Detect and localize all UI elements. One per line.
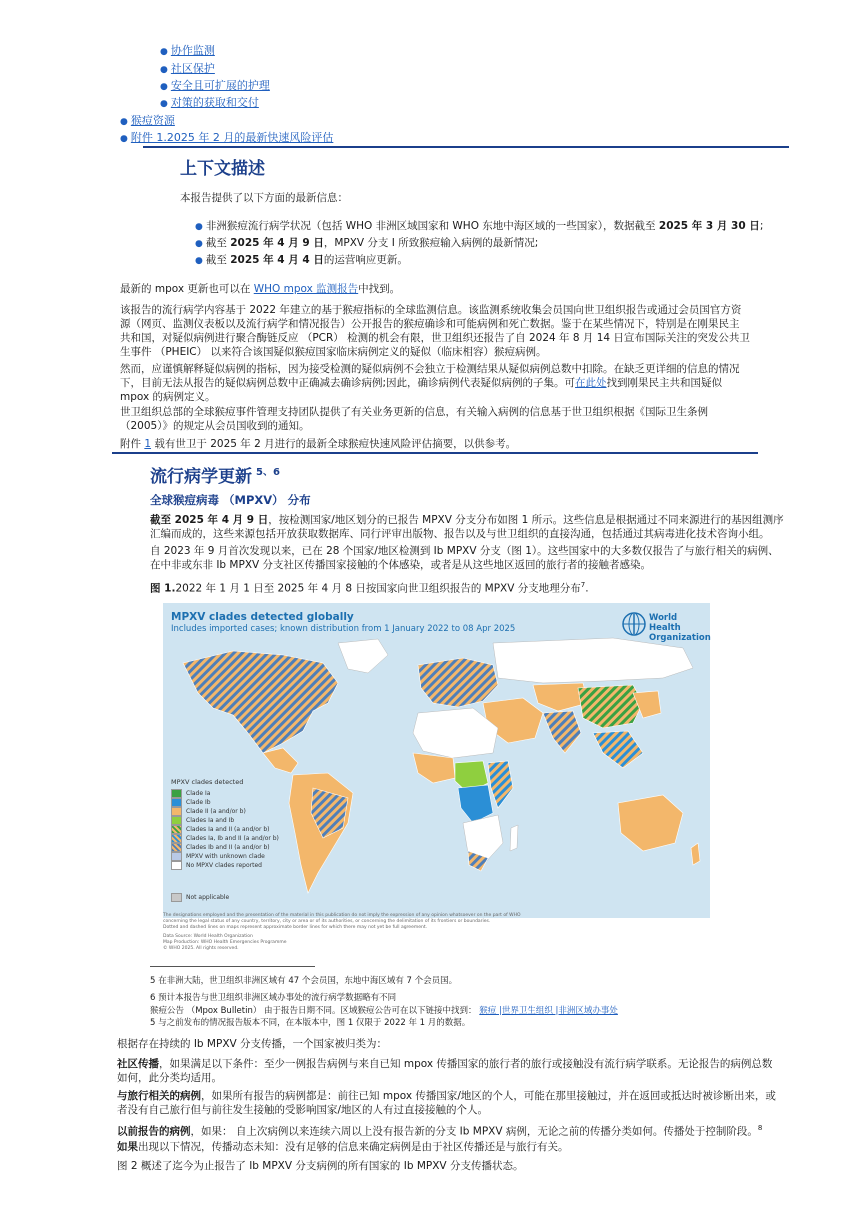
text-line bbox=[117, 1057, 772, 1071]
legend-label: Clade II (a and/or b) bbox=[186, 808, 246, 815]
text-line: 生事件 （PHEIC） 以来符合该国疑似猴痘国家临床病例定义的疑似（临床相容）猴痘病例。 bbox=[120, 346, 547, 358]
text-line: 如何，此分类均适用。 bbox=[117, 1072, 222, 1084]
text: 猴痘公告 （Mpox Bulletin） 由于报告日期不同。区域猴痘公告可在以下链接中找到： bbox=[150, 1006, 477, 1016]
classification-unknown bbox=[117, 1140, 569, 1154]
text: 最新的 mpox 更新也可以在 bbox=[120, 283, 254, 295]
org-name-line: World Health bbox=[649, 613, 681, 633]
who-mpox-report-link[interactable]: WHO mpox 监测报告 bbox=[253, 283, 359, 295]
classification-community bbox=[117, 1057, 772, 1085]
bullet-icon: ● bbox=[195, 256, 203, 266]
bullet-icon: ● bbox=[120, 134, 128, 144]
latest-updates-text bbox=[120, 282, 400, 296]
text-line bbox=[117, 1089, 776, 1103]
paragraph-1 bbox=[120, 303, 750, 359]
epi-paragraph-1 bbox=[150, 513, 784, 541]
epi-subheading: 全球猴痘病毒 （MPXV） 分布 bbox=[150, 493, 311, 507]
footnote-divider bbox=[150, 966, 315, 967]
org-name-line: Organization bbox=[649, 633, 711, 643]
legend-row bbox=[171, 834, 331, 843]
epi-paragraph-2 bbox=[150, 544, 779, 572]
text-line: 该报告的流行病学内容基于 2022 年建立的基于猴痘指标的全球监测信息。该监测系统收集会员国向世卫组织报告或通过会员国官方资 bbox=[120, 304, 742, 316]
term: 如果 bbox=[117, 1141, 138, 1153]
legend-swatch bbox=[171, 798, 182, 807]
text-line: （2005）》的规定从会员国收到的通知。 bbox=[120, 420, 310, 432]
classification-travel bbox=[117, 1089, 776, 1117]
bullet-icon: ● bbox=[160, 47, 168, 57]
legend-label: Clades Ia and II (a and/or b) bbox=[186, 826, 270, 833]
text: 下，目前无法从报告的疑似病例总数中正确减去确诊病例;因此，确诊病例代表疑似病例的子集。可 bbox=[120, 377, 576, 389]
legend-row bbox=[171, 843, 331, 852]
context-bullet bbox=[195, 236, 538, 251]
heading-text: 流行病学更新 bbox=[150, 467, 252, 487]
bullet-text: 截至 bbox=[205, 254, 231, 266]
bullet-icon: ● bbox=[120, 117, 128, 127]
text: 出现以下情况，传播动态未知：没有足够的信息来确定病例是由于社区传播还是与旅行有关。 bbox=[138, 1141, 569, 1153]
madagascar bbox=[510, 825, 518, 851]
context-bullet bbox=[195, 253, 408, 268]
annex-text bbox=[120, 437, 516, 451]
context-intro: 本报告提供了以下方面的最新信息： bbox=[180, 192, 348, 204]
text: ，按检测国家/地区划分的已报告 MPXV 分支分布如图 1 所示。这些信息是根据通过不同来源进行的基因组测序 bbox=[268, 514, 784, 526]
footnote-ref: 8 bbox=[757, 1124, 763, 1132]
toc-link-annex-1[interactable]: 附件 1.2025 年 2 月的最新快速风险评估 bbox=[130, 131, 334, 144]
text-line: 汇编而成的，这些来源包括开放获取数据库、同行评审出版物、报告以及与世卫组织的直接沟通，包括通过其病毒进化技术咨询小组。 bbox=[150, 528, 770, 540]
legend-swatch bbox=[171, 834, 182, 843]
legend-title: MPXV clades detected bbox=[171, 778, 244, 786]
legend-label: MPXV with unknown clade bbox=[186, 853, 265, 860]
text-line: 世卫组织总部的全球猴痘事件管理支持团队提供了有关业务更新的信息，有关输入病例的信息基于世卫组织根据《国际卫生条例 bbox=[120, 406, 708, 418]
legend-swatch bbox=[171, 807, 182, 816]
caption-end: . bbox=[585, 582, 589, 595]
disclaimer-line: concerning the legal status of any country, territory, city or area or of its authorities, or concerning the delimitation of its frontiers or boundaries. bbox=[163, 919, 491, 924]
section-divider bbox=[112, 452, 758, 454]
term: 社区传播 bbox=[117, 1058, 159, 1070]
legend-swatch bbox=[171, 789, 182, 798]
caption-text: 2022 年 1 月 1 日至 2025 年 4 月 8 日按国家向世卫组织报告的 MPXV 分支地理分布 bbox=[175, 582, 581, 595]
paragraph-2 bbox=[120, 362, 740, 404]
term: 以前报告的病例 bbox=[117, 1125, 191, 1138]
text-line: 者没有自己旅行但与前往发生接触的受影响国家/地区的人有过直接接触的个人。 bbox=[117, 1104, 489, 1116]
legend-row bbox=[171, 816, 331, 825]
toc-item[interactable] bbox=[120, 114, 175, 129]
toc-link-mpox-resources[interactable]: 猴痘资源 bbox=[130, 114, 175, 127]
toc-sub-item[interactable] bbox=[160, 62, 215, 77]
classification-intro: 根据存在持续的 Ib MPXV 分支传播，一个国家被归类为： bbox=[117, 1038, 388, 1050]
paragraph-3 bbox=[120, 405, 708, 433]
footnote-6: 6 预计本报告与世卫组织非洲区域办事处的流行病学数据略有不同 bbox=[150, 993, 397, 1003]
bullet-text-end: ; bbox=[759, 220, 764, 232]
toc-sub-item[interactable] bbox=[160, 44, 215, 59]
legend-swatch bbox=[171, 852, 182, 861]
bullet-icon: ● bbox=[195, 222, 203, 232]
who-logo-text bbox=[649, 613, 711, 643]
text-line: 然而，应谨慎解释疑似病例的指标，因为接受检测的疑似病例不会独立于检测结果从疑似病例总数中扣除。在缺乏更详细的信息的情况 bbox=[120, 363, 740, 375]
bullet-icon: ● bbox=[160, 65, 168, 75]
text: ，如果： 自上次病例以来连续六周以上没有报告新的分支 Ib MPXV 病例，无论之前的传播分类如何。传播处于控制阶段。 bbox=[190, 1125, 758, 1138]
legend-row bbox=[171, 852, 331, 861]
footnote-5: 5 在非洲大陆，世卫组织非洲区域有 47 个会员国，东地中海区域有 7 个会员国。 bbox=[150, 976, 458, 986]
heading-footnote-ref: 5、6 bbox=[256, 467, 280, 479]
context-bullet bbox=[195, 219, 763, 234]
bullet-text-end: ，MPXV 分支 I 所致猴痘输入病例的最新情况; bbox=[323, 237, 539, 249]
toc-sub-item[interactable] bbox=[160, 96, 259, 111]
world-map-graphic bbox=[163, 603, 710, 918]
legend-row bbox=[171, 861, 331, 870]
toc-link-community-protection[interactable]: 社区保护 bbox=[170, 62, 215, 75]
bullet-icon: ● bbox=[160, 82, 168, 92]
text-line: 共和国，对疑似病例进行聚合酶链反应 （PCR） 检测的机会有限，世卫组织还报告了自 2024 年 8 月 14 日宣布国际关注的突发公共卫 bbox=[120, 332, 750, 344]
annex-1-link[interactable]: 1 bbox=[144, 438, 152, 450]
source-line: Map Production: WHO Health Emergencies Programme bbox=[163, 940, 287, 945]
text-line: 自 2023 年 9 月首次发现以来，已在 28 个国家/地区检测到 Ib MPXV 分支（图 1）。这些国家中的大多数仅报告了与旅行相关的病例、 bbox=[150, 545, 779, 557]
legend-row bbox=[171, 789, 331, 798]
legend-label: Clades Ib and II (a and/or b) bbox=[186, 844, 270, 851]
legend-swatch bbox=[171, 843, 182, 852]
bullet-date: 2025 年 4 月 9 日 bbox=[230, 237, 324, 249]
legend-label: Clades Ia, Ib and II (a and/or b) bbox=[186, 835, 279, 842]
disclaimer-line: The designations employed and the presentation of the material in this publication do not imply the expression of any opinion whatsoever on the part of WHO bbox=[163, 913, 521, 918]
afro-bulletin-link[interactable]: 猴痘 |世界卫生组织 |非洲区域办事处 bbox=[479, 1006, 618, 1016]
legend-label: Clade Ia bbox=[186, 790, 211, 797]
bullet-icon: ● bbox=[195, 239, 203, 249]
legend-row bbox=[171, 825, 331, 834]
toc-sub-item[interactable] bbox=[160, 79, 270, 94]
figure-1-caption bbox=[150, 578, 589, 596]
context-heading: 上下文描述 bbox=[180, 159, 265, 179]
figure-2-intro: 图 2 概述了迄今为止报告了 Ib MPXV 分支病例的所有国家的 Ib MPXV 分支传播状态。 bbox=[117, 1160, 524, 1172]
who-emblem-icon bbox=[622, 612, 646, 636]
bold-date: 截至 2025 年 4 月 9 日 bbox=[150, 514, 269, 526]
footnote-7: 5 与之前发布的情况报告版本不同，在本版本中，图 1 仅限于 2022 年 1 月的数据。 bbox=[150, 1018, 471, 1028]
text: ，如果所有报告的病例都是：前往已知 mpox 传播国家/地区的个人，可能在那里接触过，并在返回或抵达时被诊断出来，或 bbox=[201, 1090, 776, 1102]
section-divider bbox=[143, 146, 789, 148]
map-legend bbox=[171, 778, 331, 870]
figure-label: 图 1. bbox=[150, 582, 176, 595]
mpxv-clade-map bbox=[163, 603, 710, 918]
source-line: © WHO 2025. All rights reserved. bbox=[163, 946, 239, 951]
text: 载有世卫于 2025 年 2 月进行的最新全球猴痘快速风险评估摘要，以供参考。 bbox=[151, 438, 517, 450]
legend-swatch bbox=[171, 893, 182, 902]
legend-rows bbox=[171, 789, 331, 870]
text-line: 在中非或东非 Ib MPXV 分支社区传播国家接触的个体感染，或者是从这些地区返回的旅行者的接触者感染。 bbox=[150, 559, 652, 571]
map-title: MPXV clades detected globally bbox=[171, 611, 354, 623]
map-subtitle: Includes imported cases; known distribution from 1 January 2022 to 08 Apr 2025 bbox=[171, 624, 516, 634]
legend-label: Not applicable bbox=[186, 894, 230, 901]
toc-item[interactable] bbox=[120, 131, 333, 146]
legend-swatch bbox=[171, 861, 182, 870]
source-line: Data Source: World Health Organization bbox=[163, 934, 253, 939]
toc-link-collaborative-surveillance[interactable]: 协作监测 bbox=[170, 44, 215, 57]
disclaimer-line: Dotted and dashed lines on maps represent approximate border lines for which there may not yet be full agreement. bbox=[163, 925, 428, 930]
classification-previous bbox=[117, 1121, 762, 1139]
text-line: 源（网页、监测仪表板以及流行病学和情况报告）公开报告的猴痘确诊和可能病例和死亡数据。鉴于在某些情况下，特别是在刚果民主 bbox=[120, 318, 740, 330]
toc-link-safe-scalable-care[interactable]: 安全且可扩展的护理 bbox=[170, 79, 270, 92]
legend-label: Clade Ib bbox=[186, 799, 211, 806]
bullet-date: 2025 年 4 月 4 日 bbox=[230, 254, 324, 266]
legend-swatch bbox=[171, 816, 182, 825]
case-definition-link[interactable]: 在此处 bbox=[575, 377, 607, 389]
text-line bbox=[120, 376, 740, 390]
text: 找到刚果民主共和国疑似 bbox=[606, 377, 723, 389]
legend-label: No MPXV clades reported bbox=[186, 862, 262, 869]
toc-link-countermeasures[interactable]: 对策的获取和交付 bbox=[170, 96, 259, 109]
footnote-6-cont bbox=[150, 1006, 618, 1017]
legend-label: Clades Ia and Ib bbox=[186, 817, 235, 824]
text-line bbox=[150, 513, 784, 527]
text: ，如果满足以下条件：至少一例报告病例与来自已知 mpox 传播国家的旅行者的旅行或接触没有流行病学联系。无论报告的病例总数 bbox=[159, 1058, 773, 1070]
map-disclaimer bbox=[163, 913, 710, 952]
footnote-ref: 7 bbox=[580, 581, 586, 589]
legend-row bbox=[171, 807, 331, 816]
legend-not-applicable bbox=[171, 893, 229, 902]
epi-heading bbox=[150, 462, 280, 487]
bullet-text: 非洲猴痘流行病学状况（包括 WHO 非洲区域国家和 WHO 东地中海区域的一些国家），数据截至 bbox=[205, 220, 659, 232]
term: 与旅行相关的病例 bbox=[117, 1090, 201, 1102]
text: 附件 bbox=[120, 438, 145, 450]
text-line: mpox 的病例定义。 bbox=[120, 391, 216, 403]
bullet-text-end: 的运营响应更新。 bbox=[323, 254, 408, 266]
legend-swatch bbox=[171, 825, 182, 834]
bullet-icon: ● bbox=[160, 99, 168, 109]
bullet-text: 截至 bbox=[205, 237, 231, 249]
text: 中找到。 bbox=[358, 283, 401, 295]
legend-row bbox=[171, 798, 331, 807]
bullet-date: 2025 年 3 月 30 日 bbox=[658, 220, 760, 232]
